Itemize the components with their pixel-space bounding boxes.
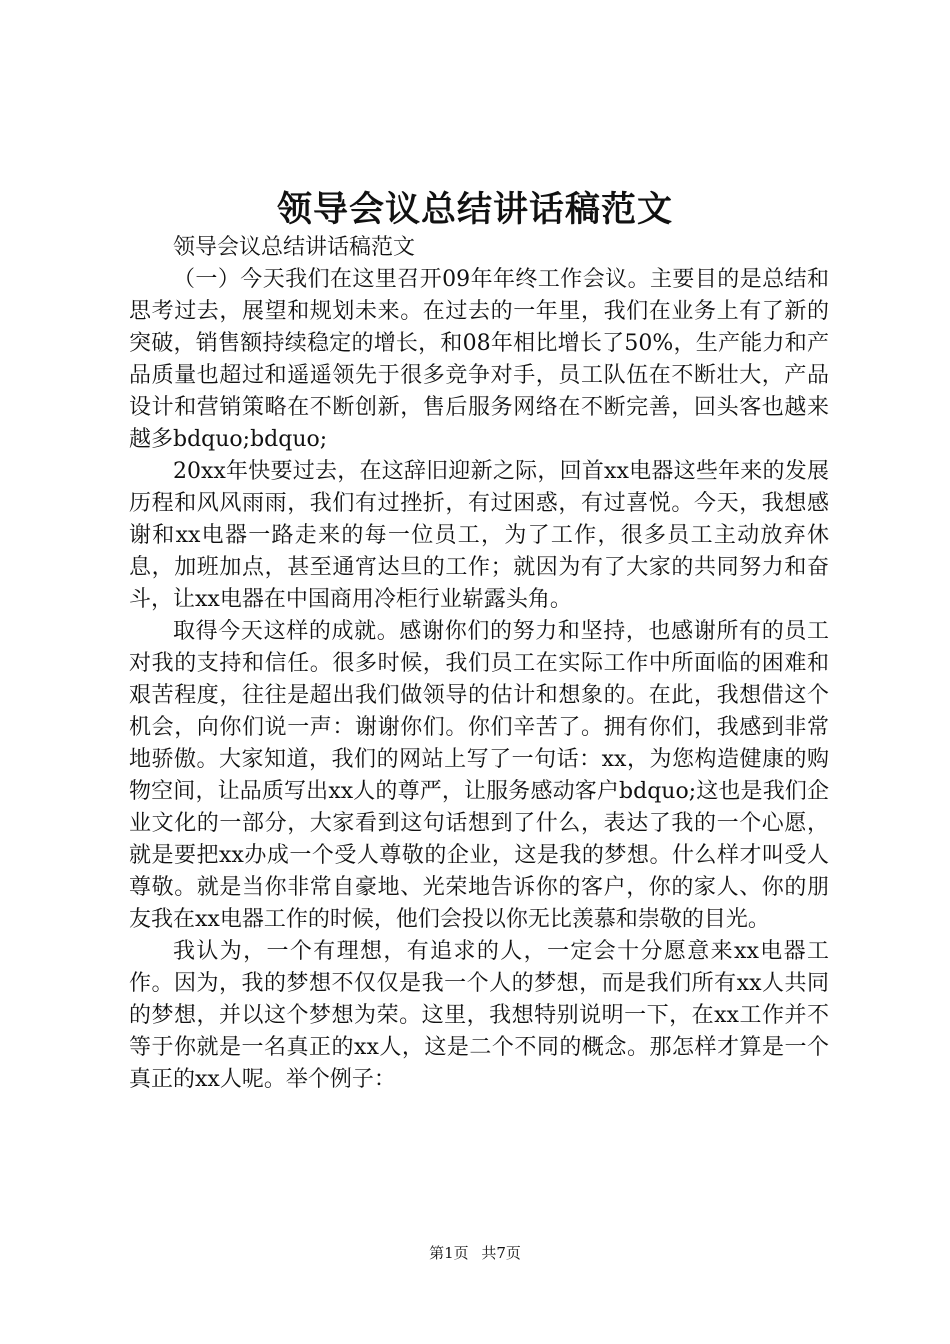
page-number: 第1页 [429, 1244, 469, 1262]
page-total: 共7页 [481, 1244, 521, 1262]
paragraph-3: 取得今天这样的成就。感谢你们的努力和坚持，也感谢所有的员工对我的支持和信任。很多时候，我们员工在实际工作中所面临的困难和艰苦程度，往往是超出我们做领导的估计和想象的。在此，我想借这个机会，向你们说一声：谢谢你们。你们辛苦了。拥有你们，我感到非常地骄傲。大家知道，我们的网站上写了一句话：xx，为您构造健康的购物空间，让品质写出xx人的尊严，让服务感动客户bdquo;这也是我们企业文化的一部分，大家看到这句话想到了什么，表达了我的一个心愿，就是要把xx办成一个受人尊敬的企业，这是我的梦想。什么样才叫受人尊敬。就是当你非常自豪地、光荣地告诉你的客户，你的家人、你的朋友我在xx电器工作的时候，他们会投以你无比羡慕和崇敬的目光。 [129, 619, 829, 932]
document-body [129, 232, 829, 1096]
page-footer [0, 1242, 950, 1263]
paragraph-1: （一）今天我们在这里召开09年年终工作会议。主要目的是总结和思考过去，展望和规划未来。在过去的一年里，我们在业务上有了新的突破，销售额持续稳定的增长，和08年相比增长了50%，生产能力和产品质量也超过和遥遥领先于很多竞争对手，员工队伍在不断壮大，产品设计和营销策略在不断创新，售后服务网络在不断完善，回头客也越来越多bdquo;bdquo; [129, 267, 829, 452]
document-title: 领导会议总结讲话稿范文 [276, 189, 673, 230]
paragraph-4: 我认为，一个有理想，有追求的人，一定会十分愿意来xx电器工作。因为，我的梦想不仅仅是我一个人的梦想，而是我们所有xx人共同的梦想，并以这个梦想为荣。这里，我想特别说明一下，在xx工作并不等于你就是一名真正的xx人，这是二个不同的概念。那怎样才算是一个真正的xx人呢。举个例子： [129, 939, 829, 1092]
paragraph-2: 20xx年快要过去，在这辞旧迎新之际，回首xx电器这些年来的发展历程和风风雨雨，我们有过挫折，有过困惑，有过喜悦。今天，我想感谢和xx电器一路走来的每一位员工，为了工作，很多员工主动放弃休息，加班加点，甚至通宵达旦的工作；就因为有了大家的共同努力和奋斗，让xx电器在中国商用冷柜行业崭露头角。 [129, 459, 830, 612]
document-subtitle: 领导会议总结讲话稿范文 [173, 235, 416, 260]
